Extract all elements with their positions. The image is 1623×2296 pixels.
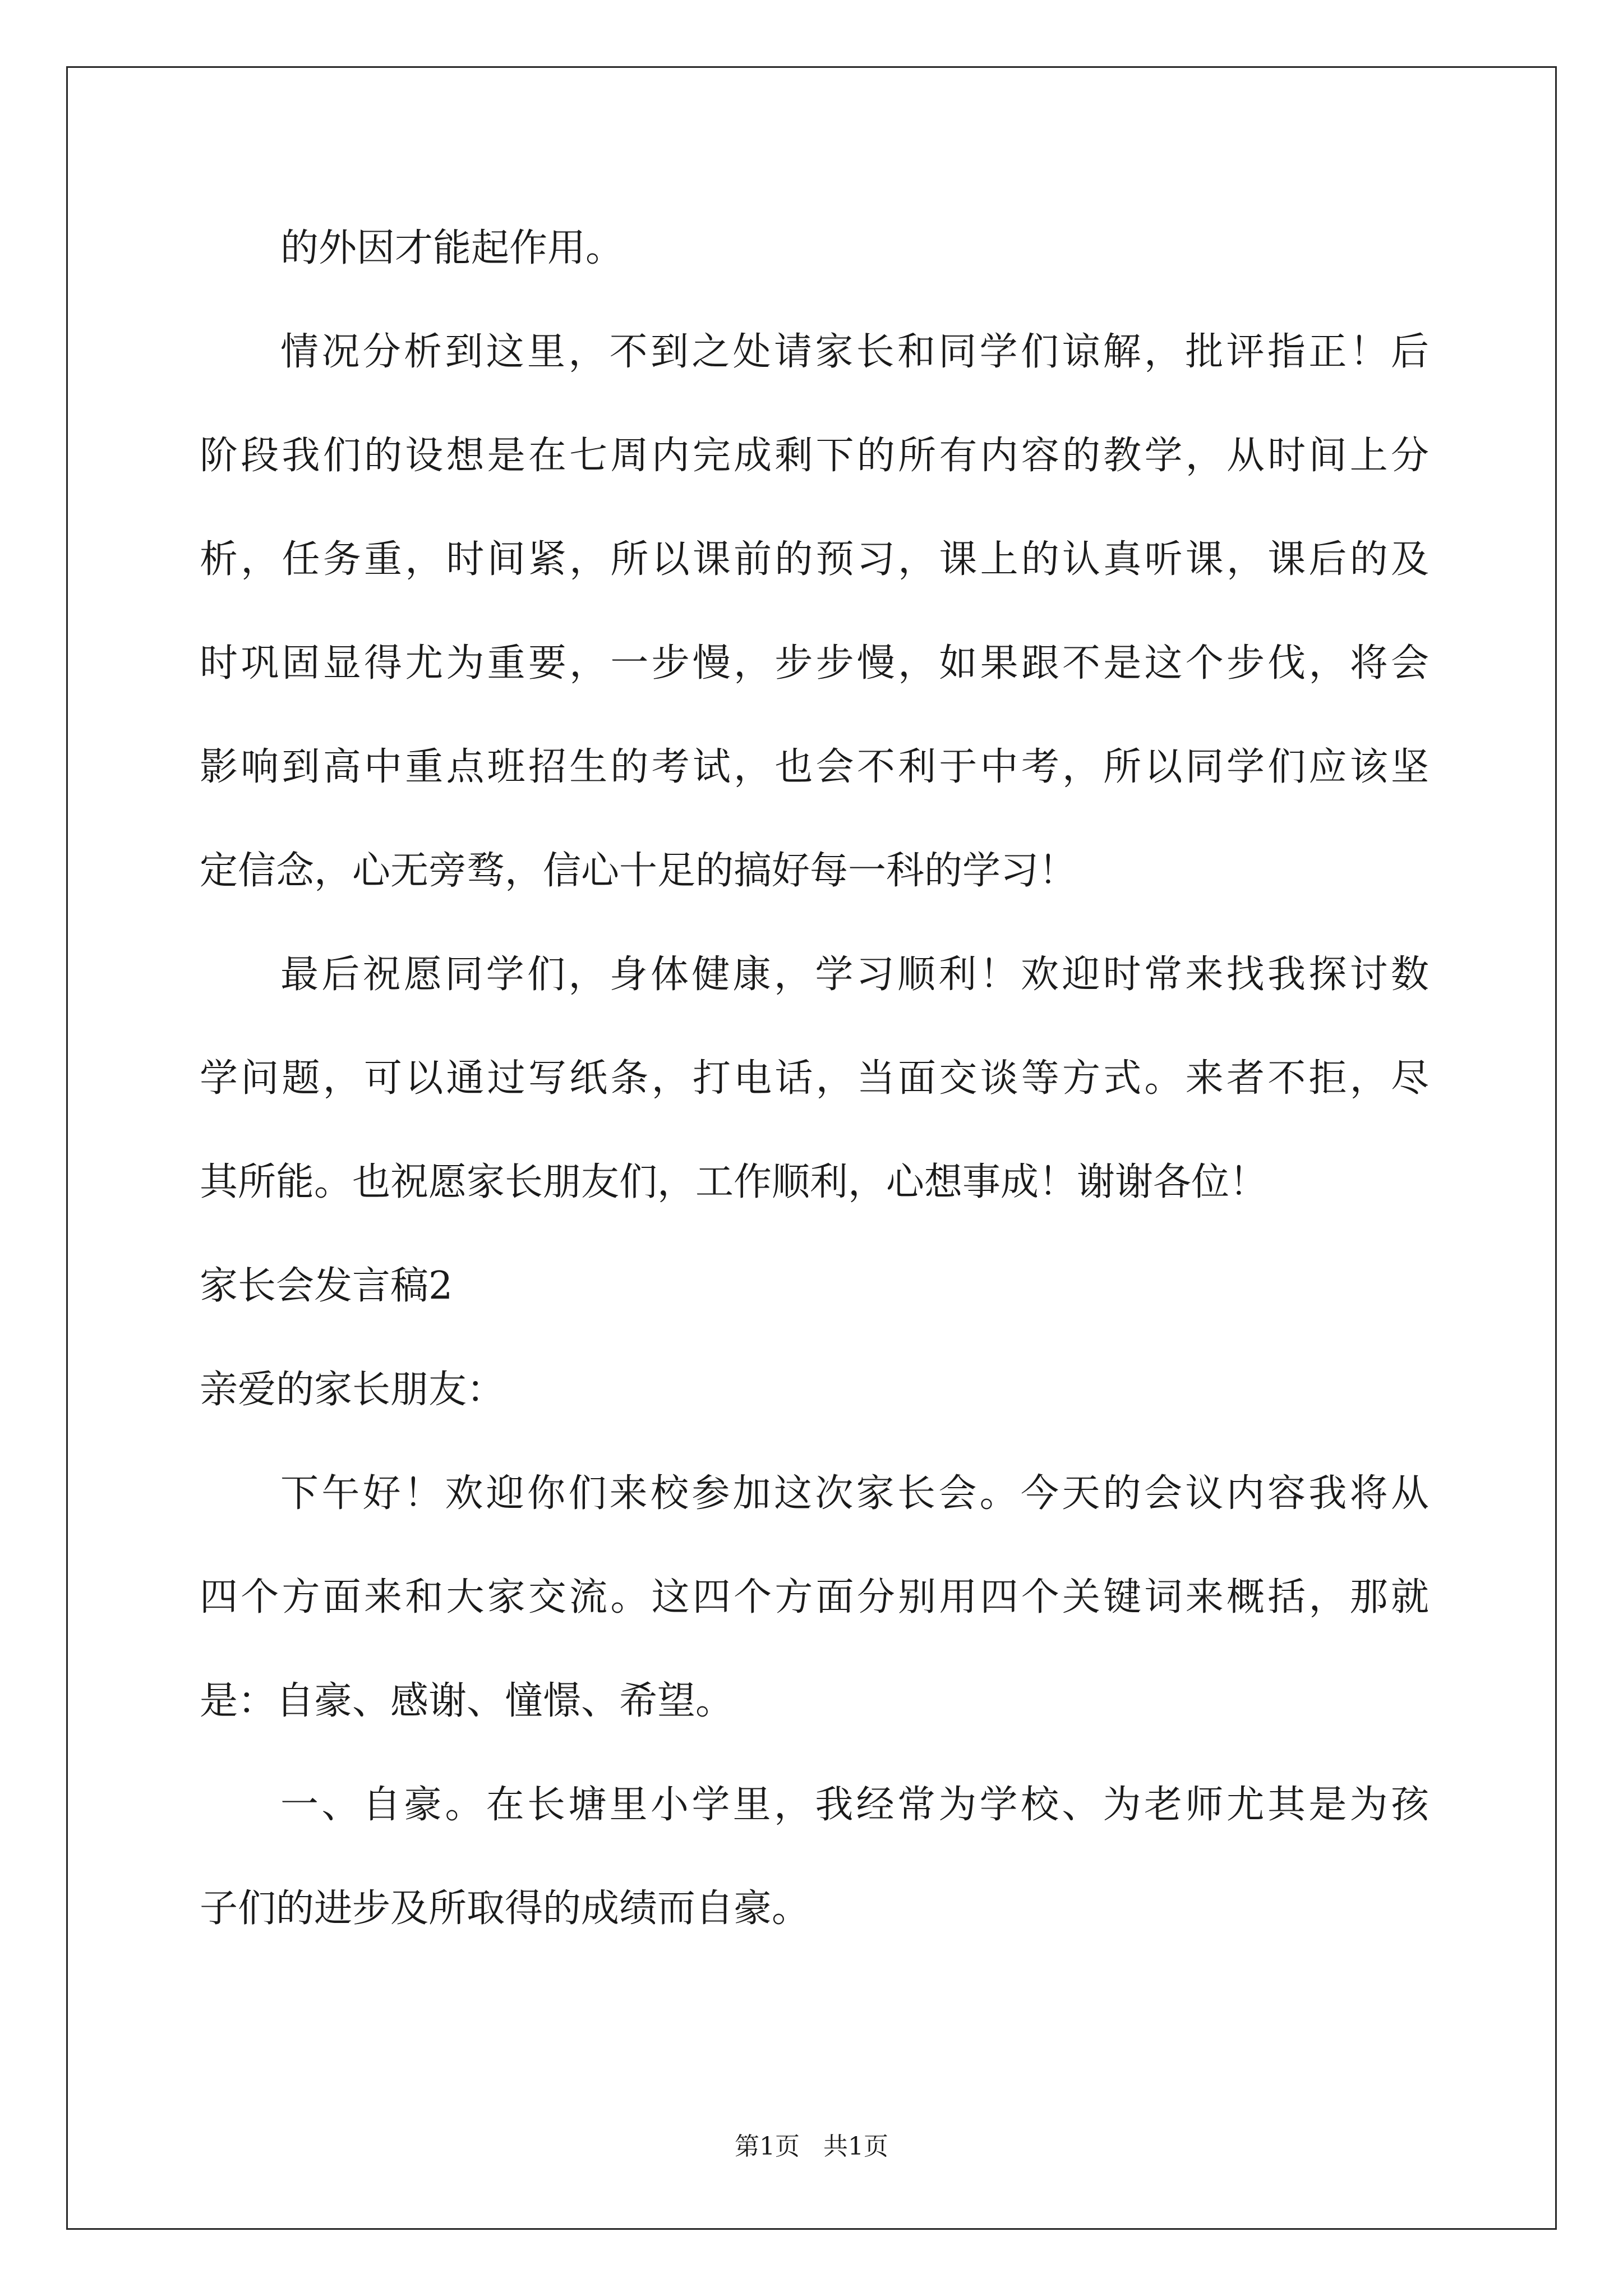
text-line: 其所能。也祝愿家长朋友们，工作顺利，心想事成！谢谢各位！ <box>200 1160 1268 1204</box>
salutation: 亲爱的家长朋友： <box>200 1368 505 1412</box>
paragraph-first-line: 下午好！欢迎你们来校参加这次家长会。今天的会议内容我将从 <box>280 1471 1429 1516</box>
text-line: 析，任务重，时间紧，所以课前的预习，课上的认真听课，课后的及 <box>200 537 1429 582</box>
text-line: 子们的进步及所取得的成绩而自豪。 <box>200 1887 810 1931</box>
text-line: 学问题，可以通过写纸条，打电话，当面交谈等方式。来者不拒，尽 <box>200 1056 1429 1101</box>
paragraph-first-line: 一、自豪。在长塘里小学里，我经常为学校、为老师尤其是为孩 <box>280 1783 1429 1827</box>
text-line: 的外因才能起作用。 <box>280 226 624 270</box>
page-footer: 第1页 共1页 <box>735 2132 888 2161</box>
text-line: 是：自豪、感谢、憧憬、希望。 <box>200 1679 734 1723</box>
text-line: 影响到高中重点班招生的考试，也会不利于中考，所以同学们应该坚 <box>200 745 1429 789</box>
text-line: 定信念，心无旁骛，信心十足的搞好每一科的学习！ <box>200 849 1077 893</box>
text-line: 阶段我们的设想是在七周内完成剩下的所有内容的教学，从时间上分 <box>200 434 1429 478</box>
text-line: 四个方面来和大家交流。这四个方面分别用四个关键词来概括，那就 <box>200 1575 1429 1619</box>
section-title: 家长会发言稿2 <box>200 1264 453 1308</box>
text-line: 时巩固显得尤为重要，一步慢，步步慢，如果跟不是这个步伐，将会 <box>200 641 1429 685</box>
paragraph-first-line: 最后祝愿同学们，身体健康，学习顺利！欢迎时常来找我探讨数 <box>280 953 1429 997</box>
paragraph-first-line: 情况分析到这里，不到之处请家长和同学们谅解，批评指正！后 <box>280 330 1429 374</box>
